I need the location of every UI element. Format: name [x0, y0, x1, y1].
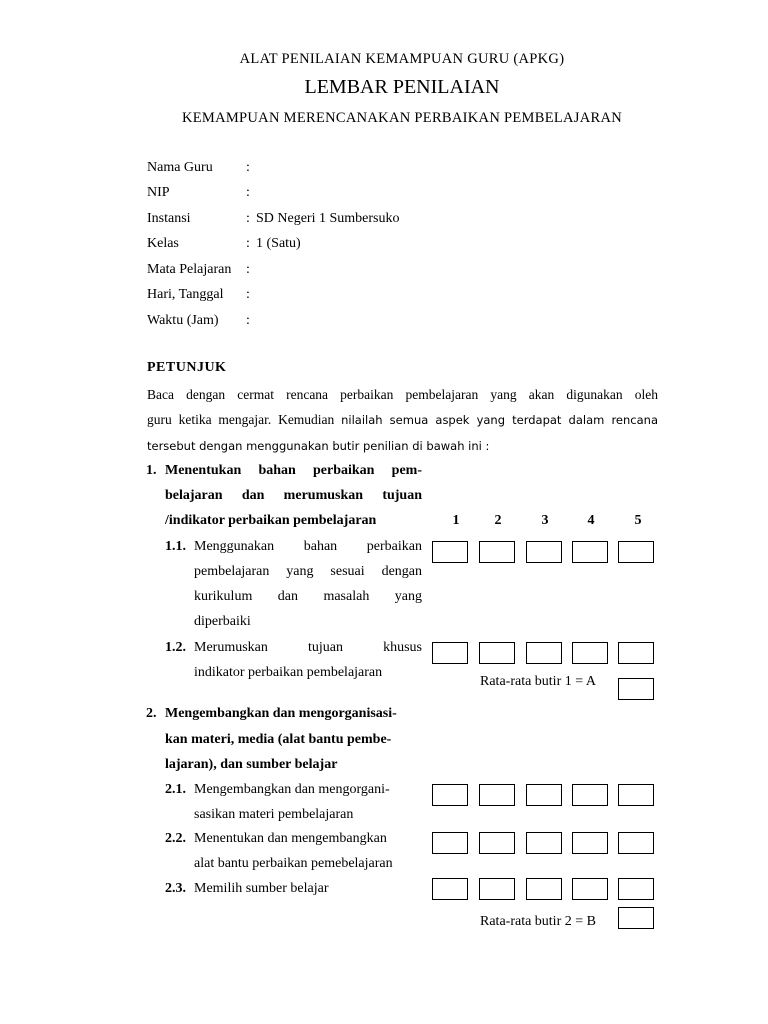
section-2-number: 2.: [146, 706, 157, 721]
item-2-2-line: alat bantu perbaikan pemebelajaran: [194, 856, 393, 871]
item-1-1-line: Menggunakan bahan perbaikan: [194, 539, 422, 554]
average-1-box[interactable]: [618, 678, 654, 700]
instructions-heading: PETUNJUK: [147, 360, 227, 375]
instructions-line-1: Baca dengan cermat rencana perbaikan pembelajaran yang akan digunakan oleh: [147, 387, 658, 402]
score-box-1-1-5[interactable]: [618, 541, 654, 563]
scale-header-3: 3: [541, 513, 549, 528]
info-colon: :: [246, 185, 250, 200]
score-box-2-2-3[interactable]: [526, 832, 562, 854]
info-value-kelas[interactable]: 1 (Satu): [256, 236, 301, 251]
score-box-2-2-4[interactable]: [572, 832, 608, 854]
score-box-2-2-5[interactable]: [618, 832, 654, 854]
item-2-2-number: 2.2.: [165, 831, 186, 846]
instructions-line-2: guru ketika mengajar. Kemudian nilailah semua aspek yang terdapat dalam rencana: [147, 412, 658, 427]
score-box-2-2-2[interactable]: [479, 832, 515, 854]
info-colon: :: [246, 313, 250, 328]
average-1-label: Rata-rata butir 1 = A: [480, 674, 596, 689]
score-box-2-2-1[interactable]: [432, 832, 468, 854]
section-2-title-line-3: lajaran), dan sumber belajar: [165, 757, 338, 772]
info-value-instansi[interactable]: SD Negeri 1 Sumbersuko: [256, 211, 400, 226]
info-colon: :: [246, 236, 250, 251]
score-box-1-2-2[interactable]: [479, 642, 515, 664]
info-label-nama-guru: Nama Guru: [147, 160, 213, 175]
info-label-instansi: Instansi: [147, 211, 191, 226]
score-box-2-3-1[interactable]: [432, 878, 468, 900]
item-1-2-line: Merumuskan tujuan khusus: [194, 640, 422, 655]
header-subtitle: KEMAMPUAN MERENCANAKAN PERBAIKAN PEMBELAJARAN: [181, 110, 623, 126]
score-box-2-1-1[interactable]: [432, 784, 468, 806]
info-label-waktu: Waktu (Jam): [147, 313, 219, 328]
item-1-1-line: kurikulum dan masalah yang: [194, 589, 422, 604]
info-label-hari-tanggal: Hari, Tanggal: [147, 287, 224, 302]
score-box-1-1-2[interactable]: [479, 541, 515, 563]
page-title: LEMBAR PENILAIAN: [304, 76, 500, 98]
item-2-3-number: 2.3.: [165, 881, 186, 896]
info-colon: :: [246, 262, 250, 277]
info-label-kelas: Kelas: [147, 236, 179, 251]
item-1-2-number: 1.2.: [165, 640, 186, 655]
score-box-1-2-5[interactable]: [618, 642, 654, 664]
header-line-1: ALAT PENILAIAN KEMAMPUAN GURU (APKG): [239, 51, 565, 67]
item-2-1-line: Mengembangkan dan mengorgani-: [194, 782, 390, 797]
score-box-1-2-1[interactable]: [432, 642, 468, 664]
item-1-1-line: pembelajaran yang sesuai dengan: [194, 564, 422, 579]
section-1-title-line-2: belajaran dan merumuskan tujuan: [165, 488, 422, 503]
score-box-2-1-4[interactable]: [572, 784, 608, 806]
score-box-1-1-1[interactable]: [432, 541, 468, 563]
item-2-3-line: Memilih sumber belajar: [194, 881, 329, 896]
instructions-line-3: tersebut dengan menggunakan butir penilian di bawah ini :: [147, 439, 490, 453]
score-box-2-3-5[interactable]: [618, 878, 654, 900]
section-1-title-line-3: /indikator perbaikan pembelajaran: [165, 513, 377, 528]
score-box-1-1-4[interactable]: [572, 541, 608, 563]
average-2-box[interactable]: [618, 907, 654, 929]
score-box-2-3-2[interactable]: [479, 878, 515, 900]
scale-header-4: 4: [587, 513, 595, 528]
item-1-1-number: 1.1.: [165, 539, 186, 554]
item-1-2-line: indikator perbaikan pembelajaran: [194, 665, 383, 680]
info-colon: :: [246, 287, 250, 302]
info-label-mata-pelajaran: Mata Pelajaran: [147, 262, 232, 277]
section-1-title-line-1: Menentukan bahan perbaikan pem-: [165, 463, 422, 478]
score-box-2-3-4[interactable]: [572, 878, 608, 900]
scale-header-1: 1: [452, 513, 460, 528]
score-box-1-2-4[interactable]: [572, 642, 608, 664]
scale-header-2: 2: [494, 513, 502, 528]
item-2-1-line: sasikan materi pembelajaran: [194, 807, 354, 822]
section-2-title-line-2: kan materi, media (alat bantu pembe-: [165, 732, 392, 747]
item-2-1-number: 2.1.: [165, 782, 186, 797]
info-colon: :: [246, 211, 250, 226]
section-1-number: 1.: [146, 463, 157, 478]
scale-header-5: 5: [634, 513, 642, 528]
item-1-1-line: diperbaiki: [194, 614, 251, 629]
item-2-2-line: Menentukan dan mengembangkan: [194, 831, 387, 846]
section-2-title-line-1: Mengembangkan dan mengorganisasi-: [165, 706, 397, 721]
score-box-2-3-3[interactable]: [526, 878, 562, 900]
info-colon: :: [246, 160, 250, 175]
score-box-1-2-3[interactable]: [526, 642, 562, 664]
score-box-2-1-2[interactable]: [479, 784, 515, 806]
score-box-2-1-3[interactable]: [526, 784, 562, 806]
info-label-nip: NIP: [147, 185, 170, 200]
score-box-1-1-3[interactable]: [526, 541, 562, 563]
average-2-label: Rata-rata butir 2 = B: [480, 914, 596, 929]
score-box-2-1-5[interactable]: [618, 784, 654, 806]
